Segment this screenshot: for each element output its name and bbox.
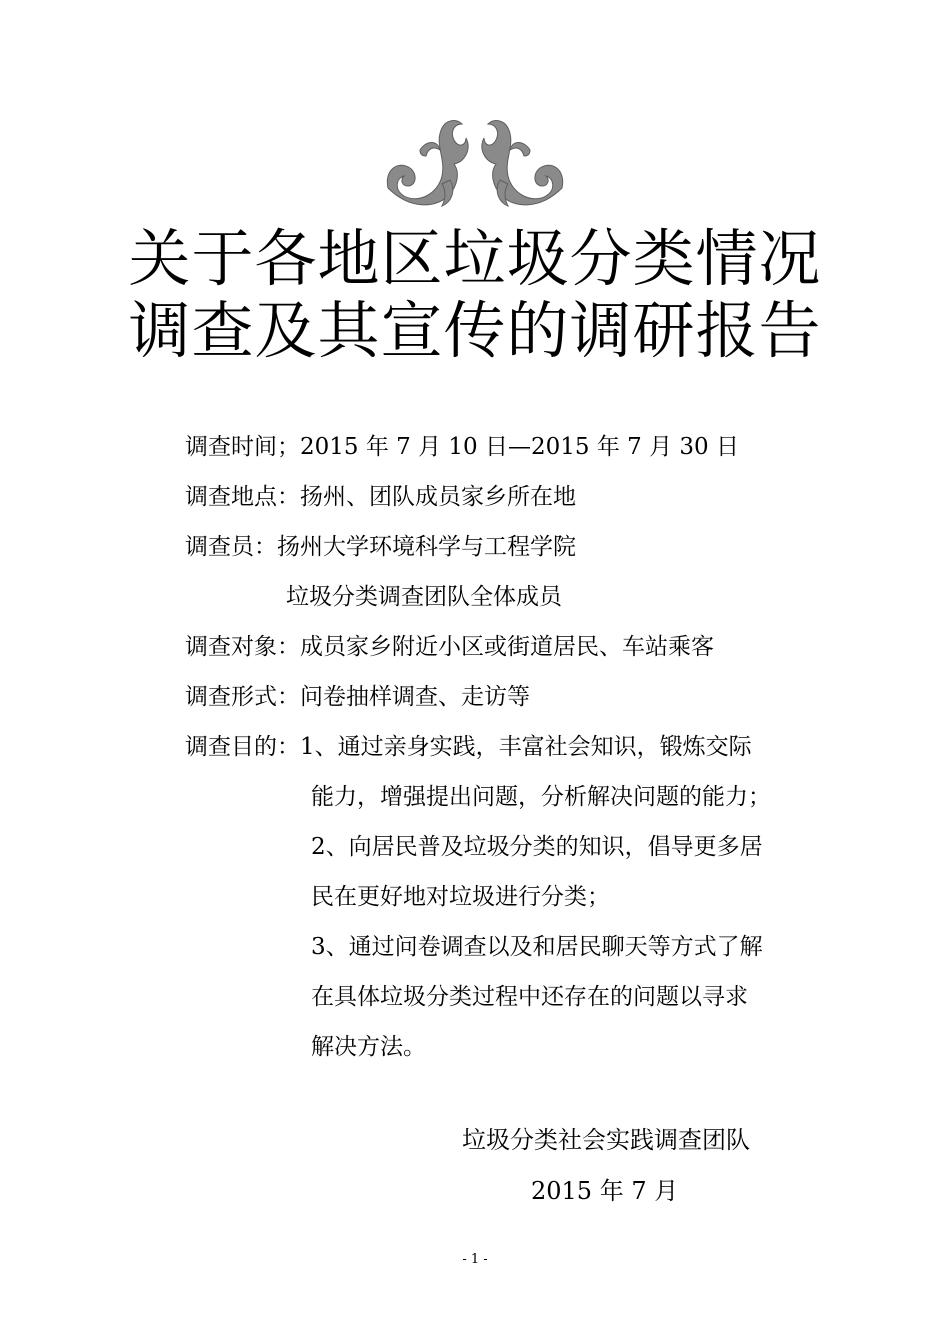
survey-subject-row: [185, 636, 714, 659]
investigator-value-continued: 垃圾分类调查团队全体成员: [286, 584, 562, 610]
signature-team: 垃圾分类社会实践调查团队: [462, 1126, 750, 1154]
investigator-row: [185, 536, 576, 559]
survey-time-label: 调查时间: [185, 434, 277, 460]
investigator-label: 调查员：: [185, 534, 277, 560]
survey-place-row: [185, 486, 576, 509]
floral-ornament-icon: [380, 110, 570, 215]
investigator-value: 扬州大学环境科学与工程学院: [277, 534, 576, 560]
report-title-line-1: 关于各地区垃圾分类情况: [128, 222, 822, 295]
purpose-line: 能力，增强提出问题，分析解决问题的能力；: [311, 784, 771, 810]
survey-place-value: 扬州、团队成员家乡所在地: [300, 484, 576, 510]
page-number: - 1 -: [462, 1252, 488, 1267]
report-title-line-2: 调查及其宣传的调研报告: [128, 294, 822, 367]
survey-form-label: 调查形式：: [185, 684, 300, 710]
purpose-line: 3、通过问卷调查以及和居民聊天等方式了解: [311, 934, 763, 960]
survey-form-row: [185, 686, 530, 709]
survey-form-value: 问卷抽样调查、走访等: [300, 684, 530, 710]
survey-time-value: 2015 年 7 月 10 日—2015 年 7 月 30 日: [300, 434, 739, 460]
survey-place-label: 调查地点：: [185, 484, 300, 510]
signature-date: 2015 年 7 月: [531, 1177, 679, 1205]
survey-purpose-row: [185, 736, 752, 759]
survey-subject-value: 成员家乡附近小区或街道居民、车站乘客: [300, 634, 714, 660]
purpose-line: 民在更好地对垃圾进行分类；: [311, 884, 610, 910]
purpose-line: 在具体垃圾分类过程中还存在的问题以寻求: [311, 984, 748, 1010]
purpose-line: 1、通过亲身实践，丰富社会知识，锻炼交际: [300, 734, 752, 760]
purpose-line: 2、向居民普及垃圾分类的知识，倡导更多居: [311, 834, 763, 860]
survey-time-row: [185, 436, 739, 459]
survey-subject-label: 调查对象：: [185, 634, 300, 660]
survey-purpose-label: 调查目的：: [185, 734, 300, 760]
purpose-line: 解决方法。: [311, 1034, 426, 1060]
survey-time-separator: ；: [277, 434, 300, 460]
